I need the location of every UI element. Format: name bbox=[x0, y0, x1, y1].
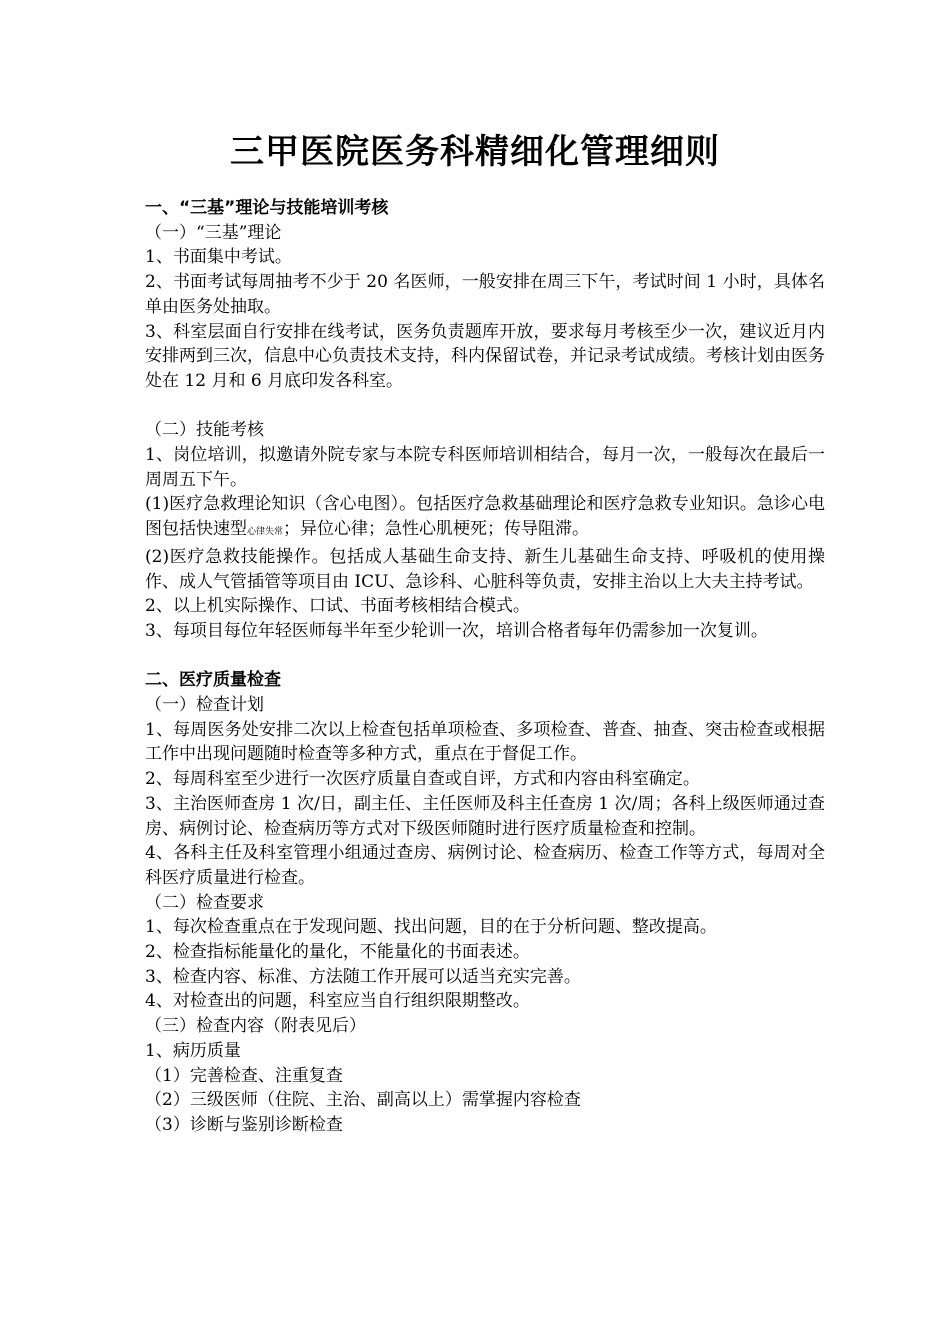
paragraph-text: (1)医疗急救理论知识（含心电图）。包括医疗急救基础理论和医疗急救专业知识。急诊心电图包括快速型 bbox=[145, 494, 825, 540]
blank-line bbox=[145, 644, 825, 669]
paragraph: 1、每次检查重点在于发现问题、找出问题，目的在于分析问题、整改提高。 bbox=[145, 917, 717, 938]
paragraph: （3）诊断与鉴别诊断检查 bbox=[145, 1114, 343, 1135]
paragraph: 4、对检查出的问题，科室应当自行组织限期整改。 bbox=[145, 991, 530, 1012]
document-body bbox=[145, 196, 825, 1138]
paragraph: 1、病历质量 bbox=[145, 1040, 241, 1061]
section-heading-2: 二、医疗质量检查 bbox=[145, 670, 281, 691]
paragraph: 1、每周医务处安排二次以上检查包括单项检查、多项检查、普查、抽查、突击检查或根据工作中出现问题随时检查等多种方式，重点在于督促工作。 bbox=[145, 719, 825, 765]
document-title: 三甲医院医务科精细化管理细则 bbox=[230, 132, 720, 172]
paragraph: 3、主治医师查房 1 次/日，副主任、主任医师及科主任查房 1 次/周；各科上级医师通过查房、病例讨论、检查病历等方式对下级医师随时进行医疗质量检查和控制。 bbox=[145, 793, 825, 839]
paragraph bbox=[145, 492, 825, 544]
paragraph: 2、书面考试每周抽考不少于 20 名医师，一般安排在周三下午，考试时间 1 小时，具体名单由医务处抽取。 bbox=[145, 272, 825, 317]
paragraph: (2)医疗急救技能操作。包括成人基础生命支持、新生儿基础生命支持、呼吸机的使用操作、成人气管插管等项目由 ICU、急诊科、心脏科等负责，安排主治以上大夫主持考试。 bbox=[145, 546, 825, 592]
paragraph: 3、检查内容、标准、方法随工作开展可以适当充实完善。 bbox=[145, 966, 581, 987]
subsection-heading-1-2: （二）技能考核 bbox=[145, 420, 264, 441]
paragraph: 2、以上机实际操作、口试、书面考核相结合模式。 bbox=[145, 596, 530, 617]
blank-line bbox=[145, 394, 825, 419]
subsection-heading-2-1: （一）检查计划 bbox=[145, 695, 264, 716]
subsection-heading-1-1: （一）“三基”理论 bbox=[145, 222, 282, 243]
section-heading-1: 一、“三基”理论与技能培训考核 bbox=[145, 198, 389, 218]
paragraph: （2）三级医师（住院、主治、副高以上）需掌握内容检查 bbox=[145, 1090, 581, 1111]
paragraph: 3、每项目每位年轻医师每半年至少轮训一次，培训合格者每年仍需参加一次复训。 bbox=[145, 620, 768, 641]
paragraph: 3、科室层面自行安排在线考试，医务负责题库开放，要求每月考核至少一次，建议近月内安排两到三次，信息中心负责技术支持，科内保留试卷，并记录考试成绩。考核计划由医务处在 12 月和 6 月底印发各科室。 bbox=[145, 321, 825, 391]
paragraph: 1、书面集中考试。 bbox=[145, 247, 292, 268]
paragraph: （1）完善检查、注重复查 bbox=[145, 1065, 343, 1086]
paragraph: 2、每周科室至少进行一次医疗质量自查或自评，方式和内容由科室确定。 bbox=[145, 769, 700, 790]
paragraph: 2、检查指标能量化的量化，不能量化的书面表述。 bbox=[145, 942, 530, 963]
subsection-heading-2-2: （二）检查要求 bbox=[145, 892, 264, 913]
paragraph: 4、各科主任及科室管理小组通过查房、病例讨论、检查病历、检查工作等方式，每周对全科医疗质量进行检查。 bbox=[145, 843, 825, 888]
small-note: 心律失常 bbox=[247, 527, 284, 538]
subsection-heading-2-3: （三）检查内容（附表见后） bbox=[145, 1016, 366, 1037]
paragraph-text: ；异位心律；急性心肌梗死；传导阻滞。 bbox=[283, 519, 590, 540]
paragraph: 1、岗位培训，拟邀请外院专家与本院专科医师培训相结合，每月一次，一般每次在最后一周周五下午。 bbox=[145, 445, 825, 490]
